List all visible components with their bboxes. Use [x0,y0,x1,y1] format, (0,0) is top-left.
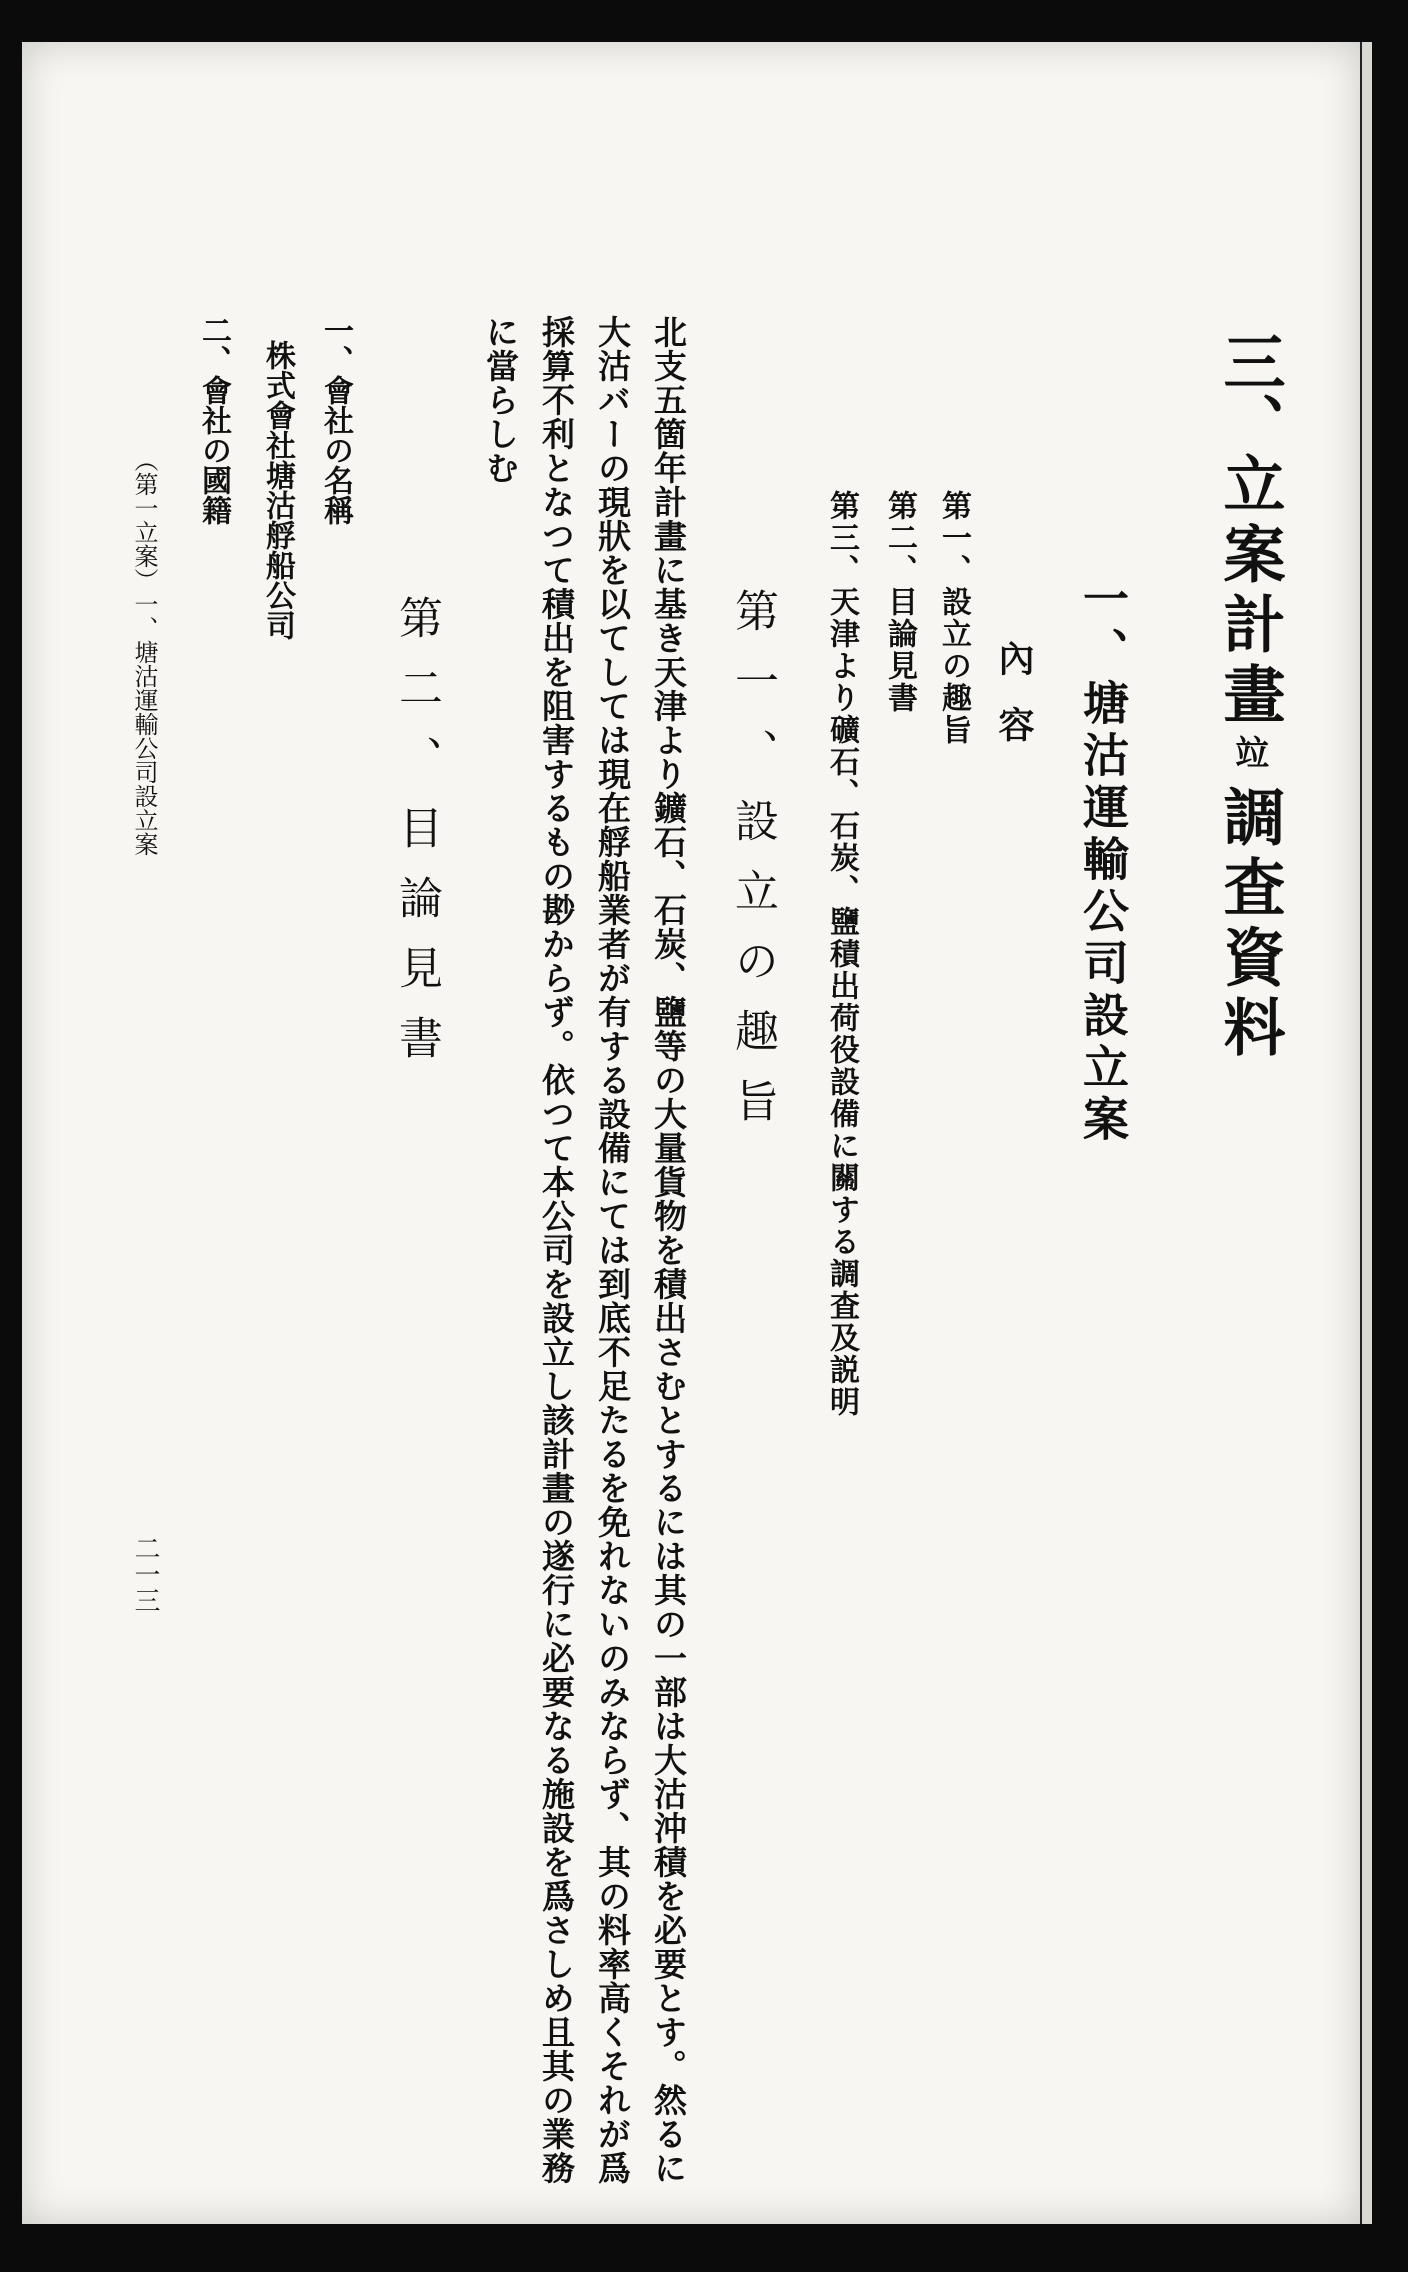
chapter-title-part1: 立案計畫 [1213,452,1286,732]
item-company-name-label: 一、會社の名稱 [318,315,353,525]
toc-item-3: 第三、天津より礦石、石炭、鹽積出荷役設備に關する調査及説明 [824,490,859,1418]
item-company-name-value: 株式會社塘沽艀船公司 [260,340,295,640]
toc-item-1: 第一、設立の趣旨 [936,490,971,746]
contents-heading: 內容 [993,640,1035,772]
chapter-number: 三、 [1213,330,1286,454]
section-title: 一、塘沽運輸公司設立案 [1076,575,1130,1147]
chapter-title-conjunction: 竝 [1229,735,1269,769]
chapter-title-part2: 調査資料 [1213,785,1286,1065]
section1-body-line-3: 採算不利となつて積出を阻害するもの尠からず。依つて本公司を設立し該計畫の遂行に必要なる施設を爲さしめ且其の業務 [537,315,576,2185]
page-edge [1360,42,1372,2224]
item-company-nationality-label: 二、會社の國籍 [196,315,231,525]
running-footer: （第一立案）一、塘沽運輸公司設立案 [130,448,158,856]
page-number: 二一三 [130,1535,160,1613]
toc-item-2: 第二、目論見書 [882,490,917,714]
section1-body-line-4: に當らしむ [481,315,520,485]
section1-heading: 第一、設立の趣旨 [727,588,778,1148]
section2-heading: 第二、目論見書 [391,595,442,1085]
section1-body-line-1: 北支五箇年計畫に基き天津より鑛石、石炭、鹽等の大量貨物を積出さむとするには其の一部は大沽沖積を必要とす。然るに [649,315,688,2185]
section1-body-line-2: 大沽バーの現狀を以てしては現在艀船業者が有する設備にては到底不足たるを免れないのみならず、其の料率高くそれが爲 [593,315,632,2185]
